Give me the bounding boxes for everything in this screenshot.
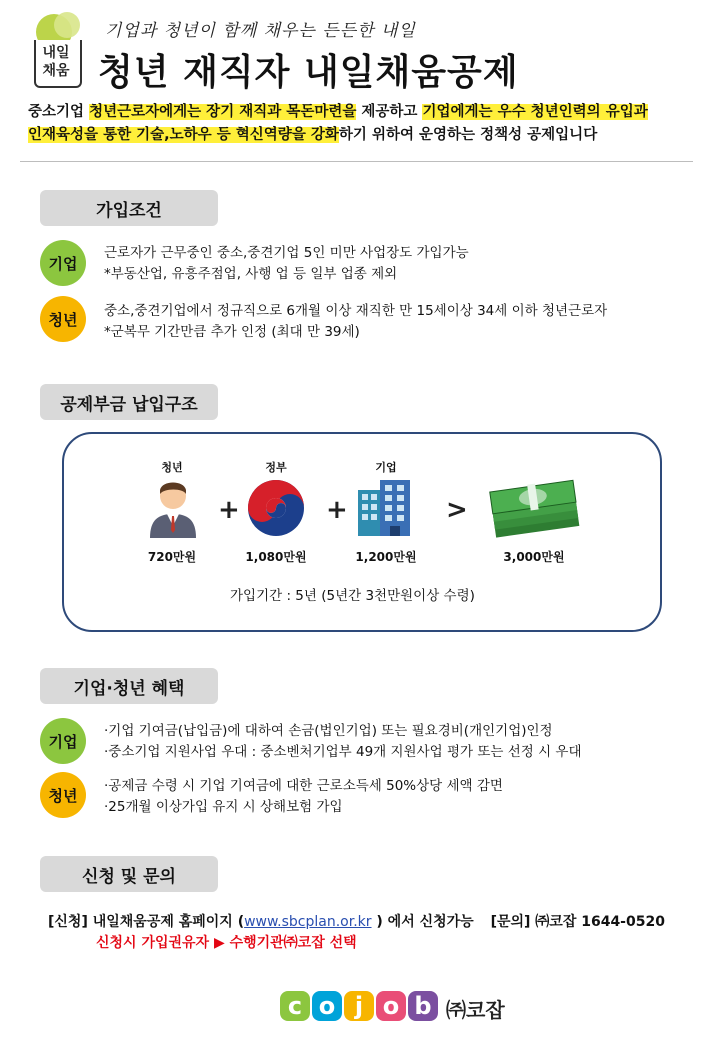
condition-youth-line1: 중소,중견기업에서 정규직으로 6개월 이상 재직한 만 15세이상 34세 이하 청년근로자 <box>104 303 608 319</box>
greater-than-sign: > <box>446 495 468 525</box>
youth-label: 청년 <box>161 461 183 474</box>
benefit-youth-text <box>104 776 503 818</box>
logo-letter-o2: o <box>376 991 406 1021</box>
condition-company-line1: 근로자가 근무중인 중소,중견기업 5인 미만 사업장도 가입가능 <box>104 245 469 261</box>
apply-prefix: [신청] 내일채움공제 홈페이지 ( <box>48 914 245 930</box>
section-title-conditions: 가입조건 <box>40 190 218 226</box>
cojob-logo <box>280 991 438 1021</box>
intro-highlight-3: 인재육성을 통한 기술,노하우 등 혁신역량을 강화 <box>28 127 339 143</box>
badge-company-benefits: 기업 <box>40 718 86 764</box>
condition-company-text <box>104 243 469 285</box>
company-label: 기업 <box>375 461 397 474</box>
benefit-company-line1: ·기업 기여금(납입금)에 대하여 손금(법인기업) 또는 필요경비(개인기업)인정 <box>104 723 553 739</box>
company-name: ㈜코잡 <box>446 998 505 1022</box>
condition-youth-line2: *군복무 기간만큼 추가 인정 (최대 만 39세) <box>104 324 360 340</box>
plus-sign-1: + <box>218 495 240 525</box>
page-title: 청년 재직자 내일채움공제 <box>98 52 519 93</box>
contact-info: [문의] ㈜코잡 1644-0520 <box>490 914 665 930</box>
intro-highlight-2: 기업에게는 우수 청년인력의 유입과 <box>422 104 648 120</box>
section-title-benefits: 기업·청년 혜택 <box>40 668 218 704</box>
company-amount: 1,200만원 <box>355 550 417 564</box>
apply-suffix: ) 에서 신청가능 <box>371 914 474 930</box>
apply-notice: 신청시 가입권유자 ▶ 수행기관㈜코잡 선택 <box>96 935 357 951</box>
logo-leaf-small-icon <box>54 12 80 38</box>
logo-letter-b: b <box>408 991 438 1021</box>
government-amount: 1,080만원 <box>245 550 307 564</box>
benefit-company-text <box>104 721 582 763</box>
section-title-apply: 신청 및 문의 <box>40 856 218 892</box>
logo-letter-c: c <box>280 991 310 1021</box>
divider <box>20 161 693 162</box>
logo-text: 내일 채움 <box>42 45 70 79</box>
plus-sign-2: + <box>326 495 348 525</box>
logo-letter-j: j <box>344 991 374 1021</box>
benefit-youth-line2: ·25개월 이상가입 유지 시 상해보험 가입 <box>104 799 343 815</box>
benefit-company-line2: ·중소기업 지원사업 우대 : 중소벤처기업부 49개 지원사업 평가 또는 선정 시 우대 <box>104 744 582 760</box>
homepage-link[interactable]: www.sbcplan.or.kr <box>244 914 372 930</box>
intro-paragraph <box>28 101 698 147</box>
benefit-youth-line1: ·공제금 수령 시 기업 기여금에 대한 근로소득세 50%상당 세액 감면 <box>104 778 503 794</box>
condition-youth-text <box>104 301 607 343</box>
intro-text-1: 중소기업 <box>28 104 90 120</box>
building-icon <box>354 476 416 542</box>
total-amount: 3,000만원 <box>503 550 565 564</box>
government-label: 정부 <box>265 461 287 474</box>
condition-company-line2: *부동산업, 유흥주점업, 사행 업 등 일부 업종 제외 <box>104 266 398 282</box>
intro-text-2: 제공하고 <box>356 104 423 120</box>
youth-amount: 720만원 <box>147 550 197 564</box>
money-stack-icon <box>486 470 582 544</box>
tagline: 기업과 청년이 함께 채우는 든든한 내일 <box>105 21 416 41</box>
taegeuk-emblem-icon <box>246 478 306 542</box>
logo-letter-o1: o <box>312 991 342 1021</box>
badge-company: 기업 <box>40 240 86 286</box>
intro-text-3: 하기 위하여 운영하는 정책성 공제입니다 <box>338 127 598 143</box>
badge-youth: 청년 <box>40 296 86 342</box>
section-title-contribution: 공제부금 납입구조 <box>40 384 218 420</box>
badge-youth-benefits: 청년 <box>40 772 86 818</box>
apply-line <box>48 911 665 931</box>
subscription-period: 가입기간 : 5년 (5년간 3천만원이상 수령) <box>230 588 475 604</box>
intro-highlight-1: 청년근로자에게는 장기 재직과 목돈마련을 <box>89 104 357 120</box>
person-icon <box>148 476 198 542</box>
